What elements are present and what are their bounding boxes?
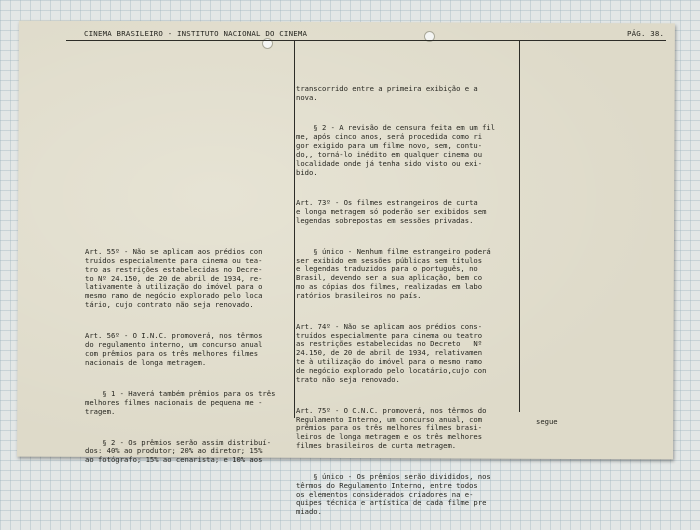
article-74: Art. 74º - Não se aplicam aos prédios cons- truídos especialmente para cinema ou teatro as restrições estabelecidas no Decreto Nº 24.150, de 20 de abril de 1934, relativamen te à utilização do imóvel para o mesmo ramo de negócio explorado pelo locatário,cujo con trato não seja renovado.	[296, 321, 487, 385]
article-75-sole-paragraph: § único - Os prêmios serão divididos, nos têrmos do Regulamento Interno, entre todos os elementos considerados criadores na e- quipes técnica e artística de cada filme pre miado.	[296, 471, 491, 517]
right-column	[296, 67, 522, 530]
article-73: Art. 73º - Os filmes estrangeiros de curta e longa metragem só poderão ser exibidos sem legendas sobrepostas em sessões privadas.	[296, 198, 487, 226]
article-72-paragraph-2: § 2 - A revisão de censura feita em um fil me, após cinco anos, será procedida como ri gor exigido para um filme novo, sem, contu- do,, torná-lo inédito em qualquer cinema ou localidade onde já tenha sido visto ou exi- bido.	[296, 123, 496, 177]
continued-text: transcorrido entre a primeira exibição e a nova.	[296, 83, 478, 102]
continues-label: segue	[536, 417, 558, 426]
article-55: Art. 55º - Não se aplicam aos prédios con truídos especialmente para cinema ou tea- tro as restrições estabelecidas no Decre- to Nº 24.150, de 20 de abril de 1934, re- lativamente à utilização do imóvel para o mesmo ramo de negócio explorado pelo loca tário, cujo contrato não seja renovado.	[85, 246, 263, 310]
left-column	[85, 230, 311, 478]
page-number: PÁG. 38.	[627, 29, 665, 38]
document-title: CINEMA BRASILEIRO - INSTITUTO NACIONAL DO CINEMA	[84, 29, 308, 38]
header-rule	[66, 40, 666, 41]
article-75: Art. 75º - O C.N.C. promoverá, nos têrmos do Regulamento Interno, um concurso anual, com prêmios para os três melhores filmes brasi- leiros de longa metragem e os três melhores filmes brasileiros de curta metragem.	[296, 405, 487, 451]
article-56-paragraph-2: § 2 - Os prêmios serão assim distribuí- dos: 40% ao produtor; 20% ao diretor; 15% ao fotógrafo; 15% ao cenarista; e 10% aos	[85, 437, 272, 465]
article-56-paragraph-1: § 1 - Haverá também prêmios para os três melhores filmes nacionais de pequena me - tragem.	[85, 388, 276, 416]
article-56: Art. 56º - O I.N.C. promoverá, nos têrmos do regulamento interno, um concurso anual com prêmios para os três melhores filmes nacionais de longa metragem.	[85, 331, 263, 367]
article-73-sole-paragraph: § único - Nenhum filme estrangeiro poderá ser exibido em sessões públicas sem títulos e legendas traduzidos para o português, no Brasil, devendo ser a sua aplicação, bem co mo as cópias dos filmes, realizadas em labo ratórios brasileiros no país.	[296, 246, 491, 301]
